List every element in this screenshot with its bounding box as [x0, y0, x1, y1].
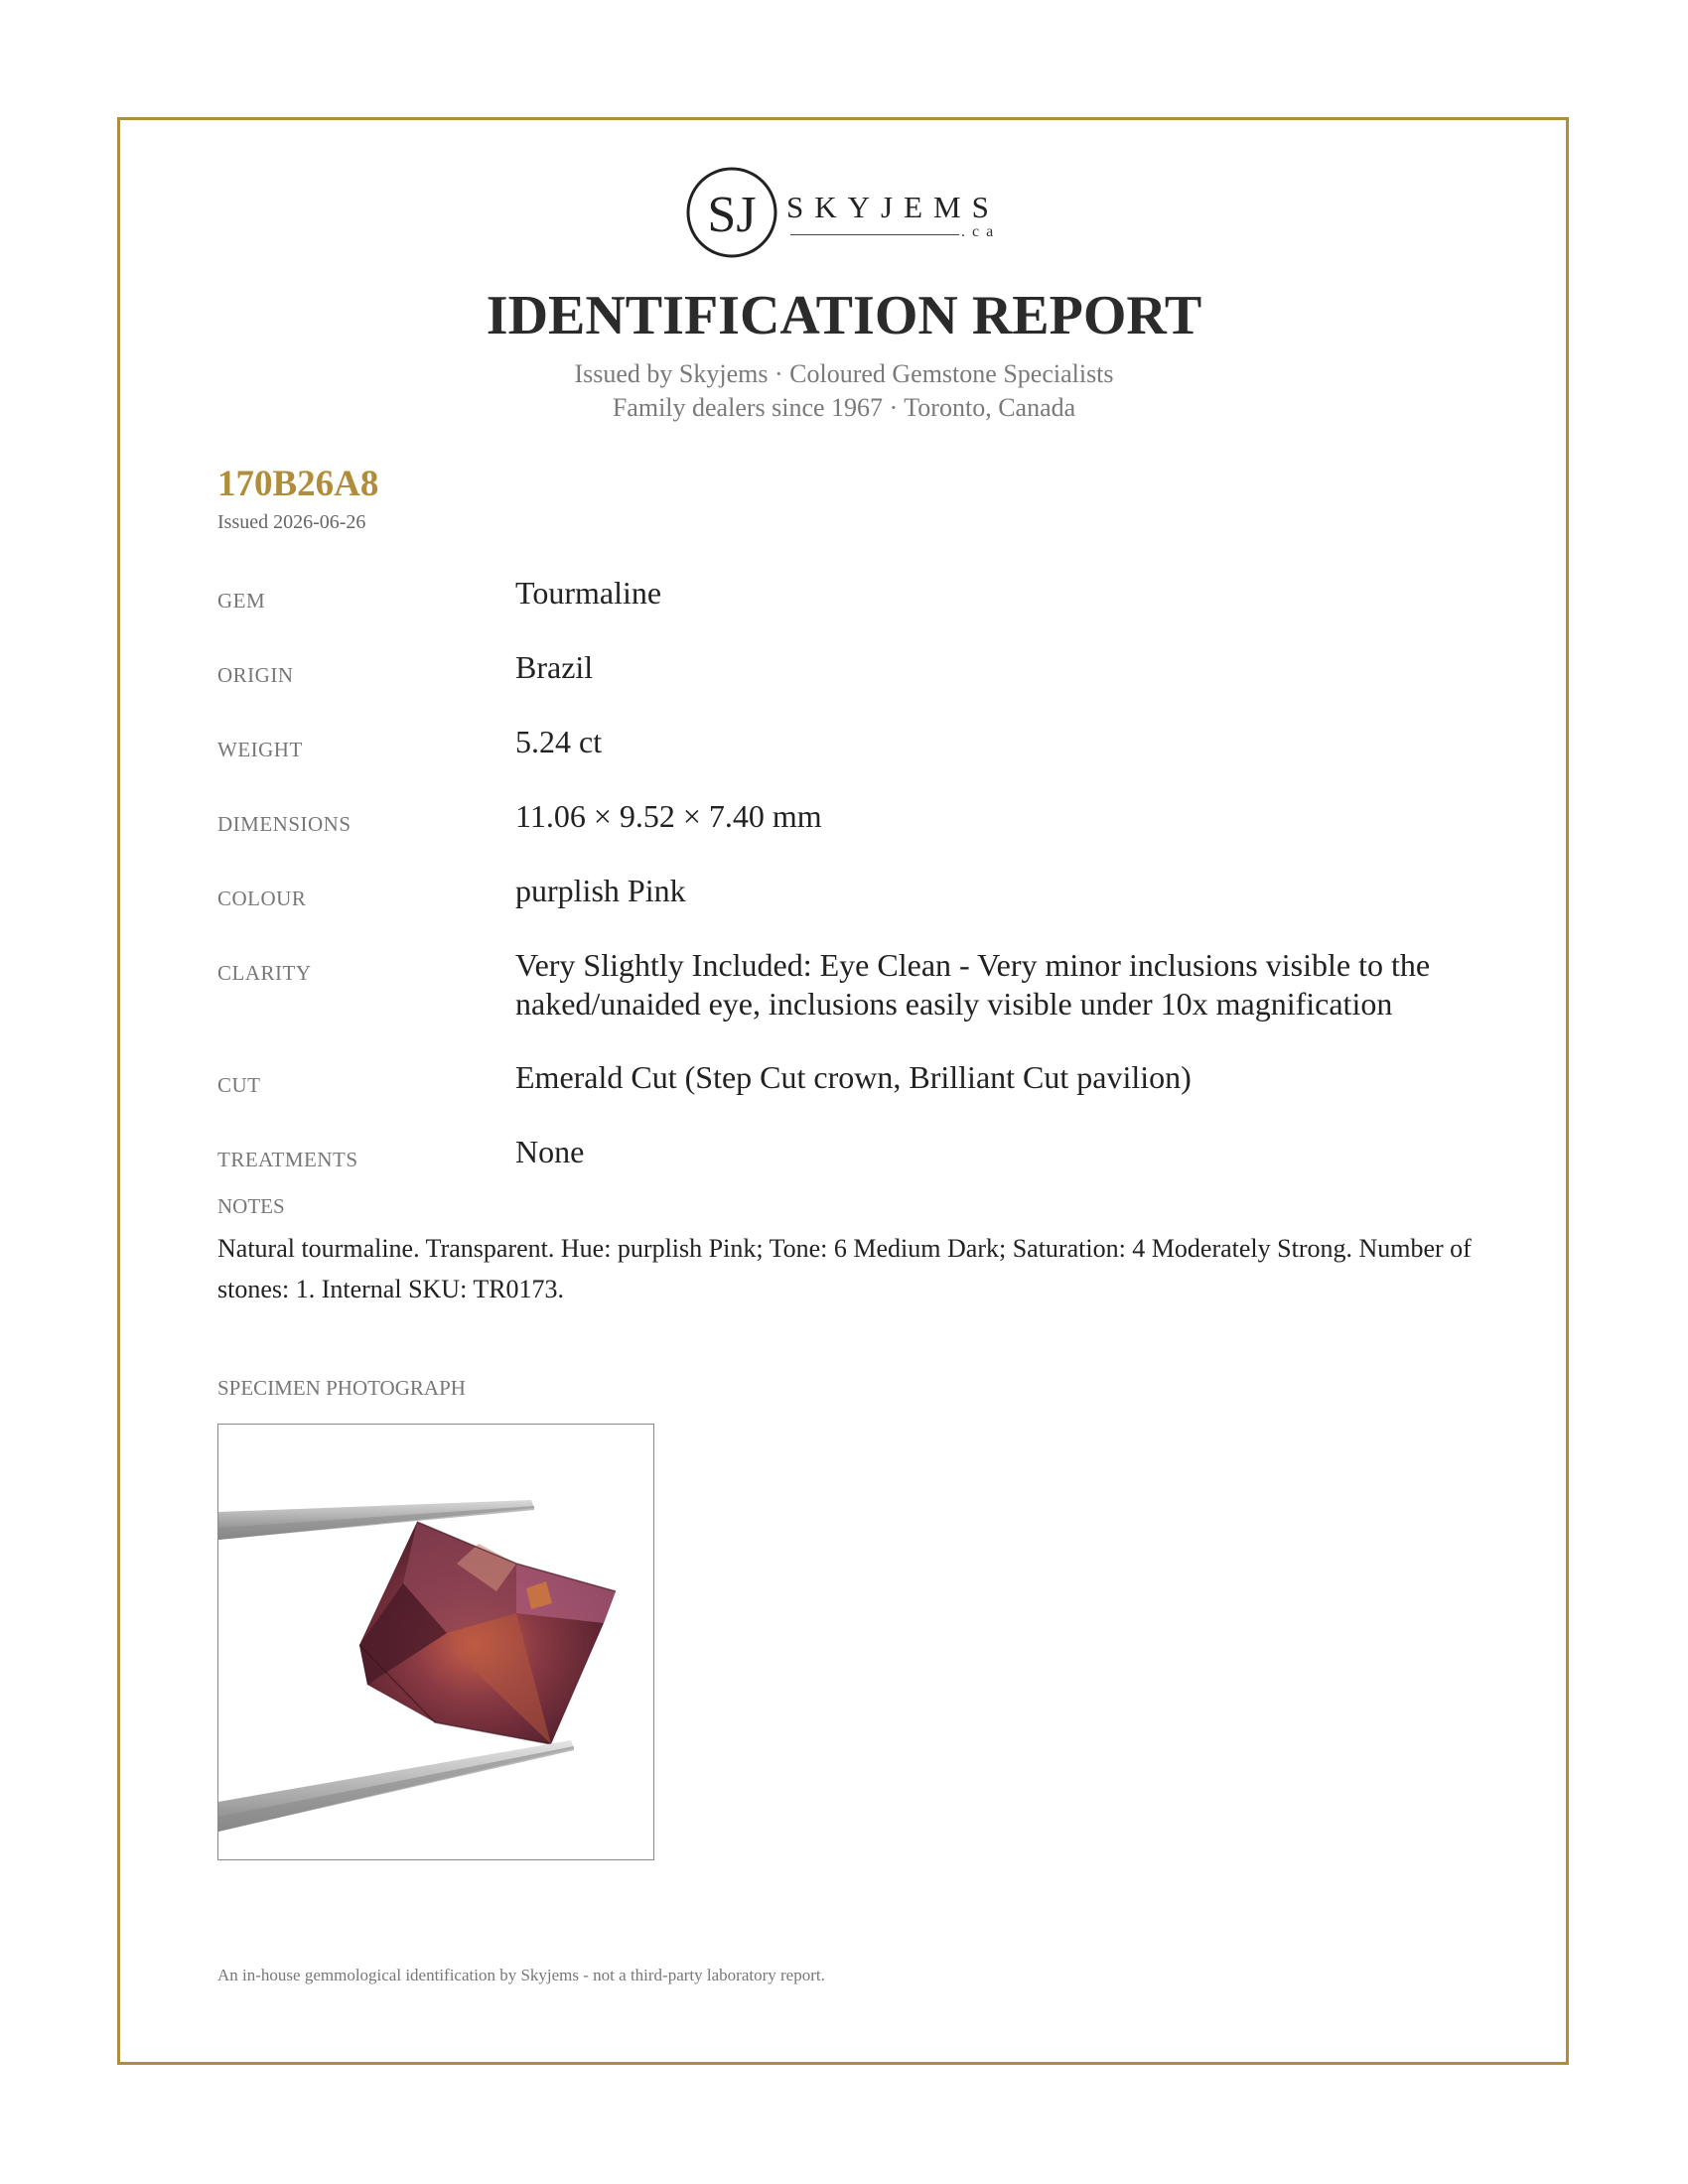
field-label: ORIGIN — [217, 663, 294, 687]
field-label: WEIGHT — [217, 738, 303, 761]
field-row-treatments — [217, 1133, 1498, 1172]
field-value: 5.24 ct — [515, 724, 603, 759]
field-row-origin — [217, 648, 1498, 688]
field-value: None — [515, 1134, 585, 1169]
tagline: Family dealers since 1967 · Toronto, Canada — [612, 393, 1076, 422]
field-label: GEM — [217, 589, 266, 613]
photo-label: SPECIMEN PHOTOGRAPH — [217, 1376, 466, 1400]
field-row-gem — [217, 574, 1498, 614]
field-label: CUT — [217, 1073, 261, 1097]
notes-label: NOTES — [217, 1194, 285, 1218]
field-row-cut — [217, 1058, 1498, 1098]
report-id: 170B26A8 — [217, 464, 379, 504]
disclaimer: An in-house gemmological identification by Skyjems - not a third-party laboratory report. — [217, 1966, 825, 1984]
issued-date: Issued 2026-06-26 — [217, 511, 366, 533]
field-label: COLOUR — [217, 887, 307, 910]
field-label: TREATMENTS — [217, 1148, 358, 1171]
field-value: Very Slightly Included: Eye Clean - Very minor inclusions visible to the naked/unaided eye, inclusions easily visible under 10x magnification — [515, 947, 1431, 1022]
logo-rule — [790, 234, 959, 235]
gemstone-in-tweezers-image — [218, 1425, 652, 1858]
svg-text:SJ: SJ — [707, 187, 757, 243]
field-row-colour — [217, 872, 1498, 911]
field-value: purplish Pink — [515, 873, 686, 908]
logo-wordmark: SKYJEMS — [786, 190, 1000, 224]
issuer-line: Issued by Skyjems · Coloured Gemstone Specialists — [574, 359, 1114, 388]
field-row-dimensions — [217, 797, 1498, 837]
field-list — [217, 574, 1498, 1207]
field-value: Tourmaline — [515, 575, 662, 611]
field-label: DIMENSIONS — [217, 812, 352, 836]
notes-text: Natural tourmaline. Transparent. Hue: purplish Pink; Tone: 6 Medium Dark; Saturation: 4 Moderately Strong. Number of stones: 1. Internal SKU: TR0173. — [217, 1234, 1472, 1303]
field-value: Brazil — [515, 649, 594, 685]
sj-monogram-icon — [685, 166, 778, 259]
skyjems-logo — [685, 166, 1013, 261]
field-row-weight — [217, 723, 1498, 762]
logo-suffix: .ca — [961, 223, 1001, 240]
specimen-photo — [217, 1424, 654, 1860]
field-row-clarity — [217, 946, 1498, 1024]
field-label: CLARITY — [217, 961, 312, 985]
field-value: Emerald Cut (Step Cut crown, Brilliant Cut pavilion) — [515, 1059, 1192, 1095]
report-title: IDENTIFICATION REPORT — [486, 285, 1202, 346]
field-value: 11.06 × 9.52 × 7.40 mm — [515, 798, 822, 834]
